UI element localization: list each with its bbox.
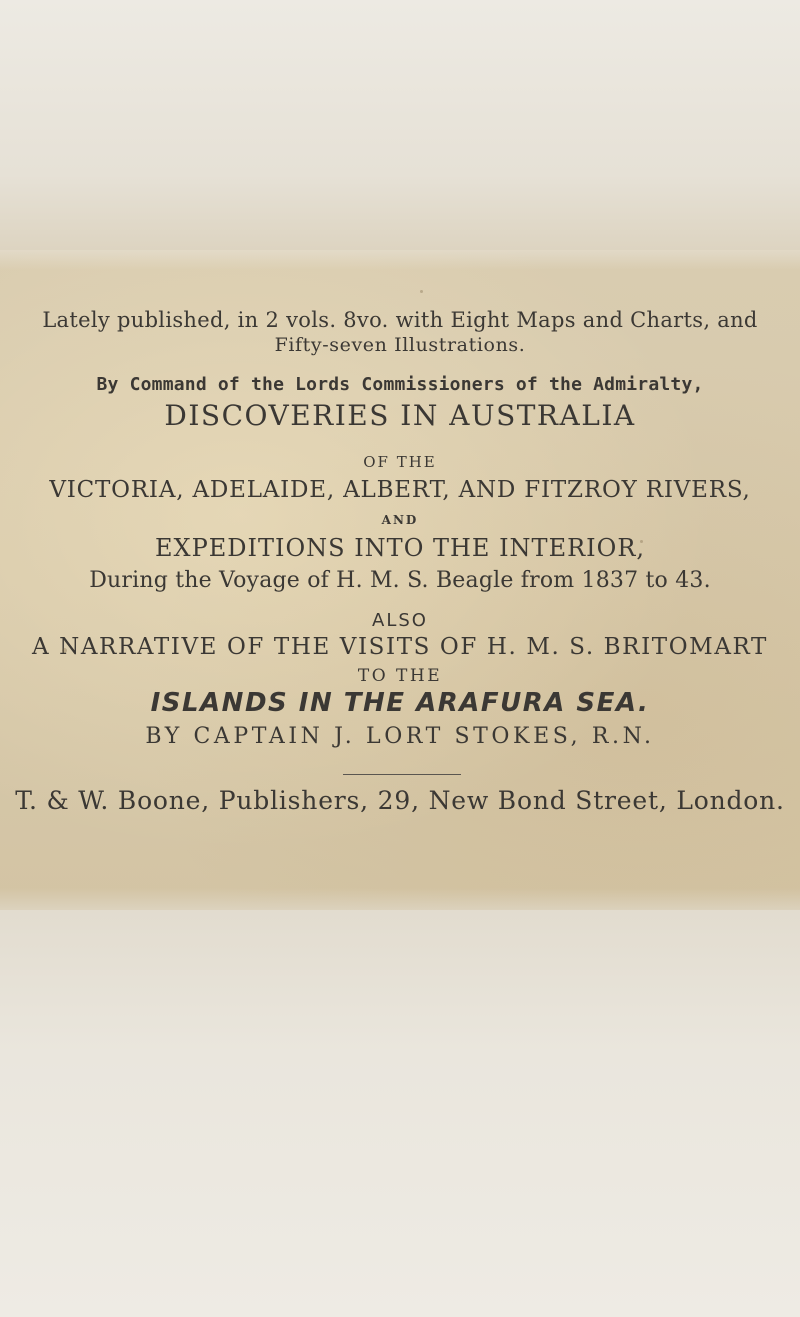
connector-of-the: OF THE [363,453,437,471]
book-title: DISCOVERIES IN AUSTRALIA [164,399,636,432]
islands-subtitle: ISLANDS IN THE ARAFURA SEA. [150,688,650,718]
voyage-line: During the Voyage of H. M. S. Beagle from 1837 to 43. [89,568,711,593]
paper-speck [420,290,423,293]
expeditions-subtitle: EXPEDITIONS INTO THE INTERIOR, [154,534,646,562]
connector-to-the: TO THE [357,666,443,686]
connector-also: ALSO [372,610,428,631]
divider-rule [343,774,461,775]
admiralty-authority: By Command of the Lords Commissioners of the Admiralty, [96,374,704,395]
advertisement-sheet [0,250,800,912]
author-line: BY CAPTAIN J. LORT STOKES, R.N. [145,724,655,749]
narrative-subtitle: A NARRATIVE OF THE VISITS OF H. M. S. BRITOMART [31,634,768,660]
illustrations-note: Fifty-seven Illustrations. [274,334,526,356]
paper-speck [62,648,67,653]
connector-and: AND [381,513,419,527]
paper-speck [640,540,643,543]
publisher-line: T. & W. Boone, Publishers, 29, New Bond Street, London. [15,786,785,815]
publication-note: Lately published, in 2 vols. 8vo. with Eight Maps and Charts, and [42,308,758,332]
rivers-subtitle: VICTORIA, ADELAIDE, ALBERT, AND FITZROY RIVERS, [49,477,751,503]
background-top-band [0,0,800,250]
background-bottom-band [0,910,800,1317]
